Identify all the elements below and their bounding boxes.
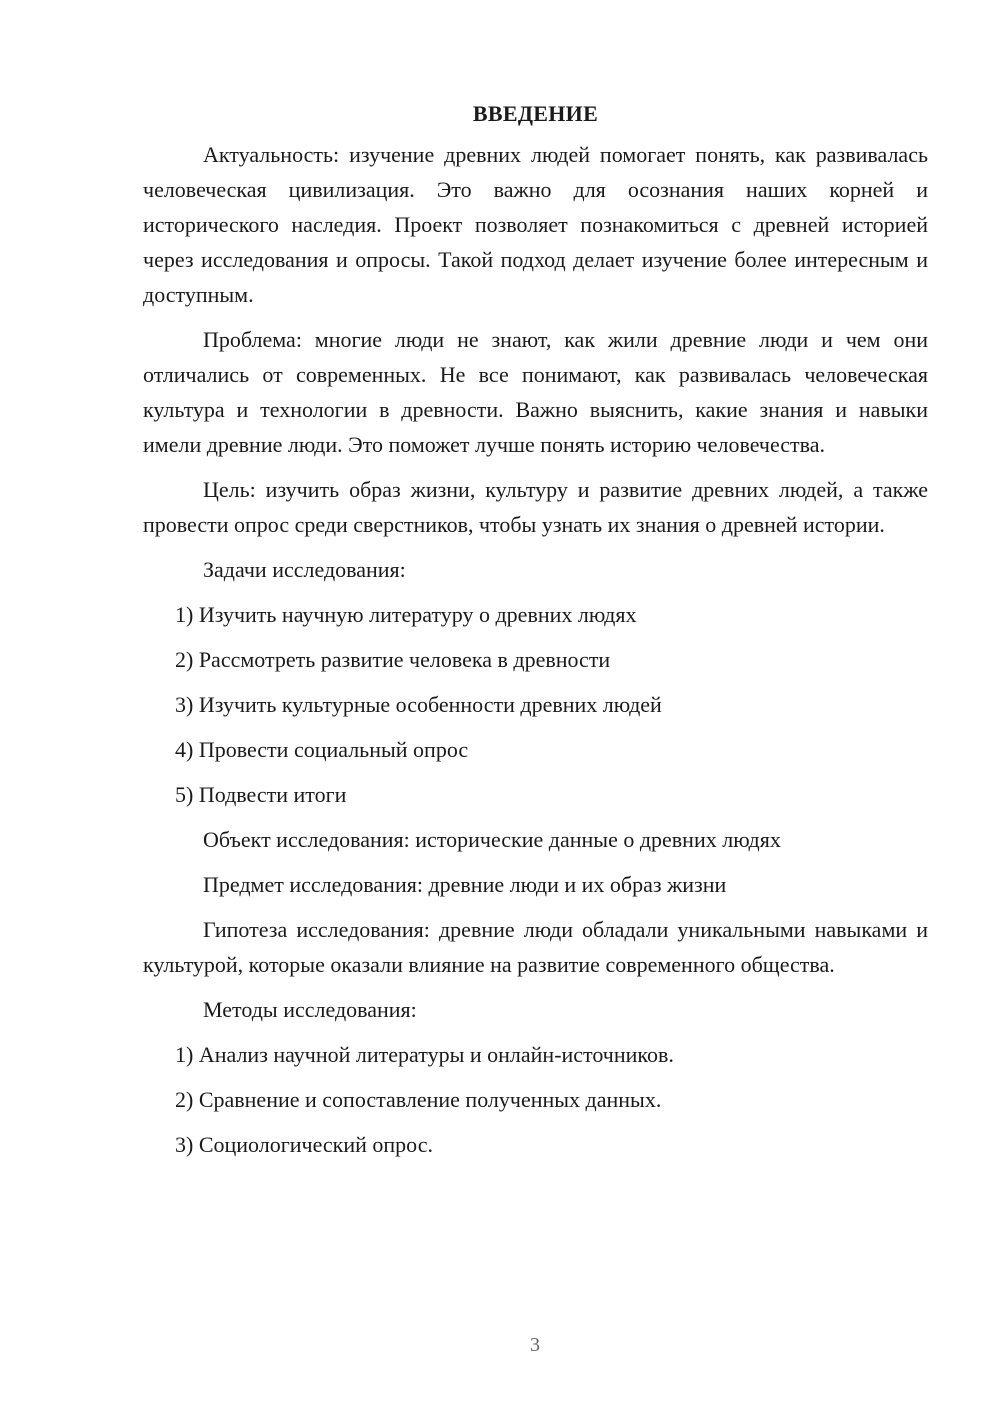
research-subject: Предмет исследования: древние люди и их образ жизни (203, 872, 727, 897)
methods-list (143, 1037, 928, 1162)
relevance-paragraph: Актуальность: изучение древних людей помогает понять, как развивалась человеческая цивилизация. Это важно для осознания наших корней и исторического наследия. Проект позволяет познакомиться с древней историей через исследования и опросы. Такой подход делает изучение более интересным и доступным. (143, 142, 928, 307)
hypothesis-paragraph: Гипотеза исследования: древние люди обладали уникальными навыками и культурой, которые оказали влияние на развитие современного общества. (143, 917, 928, 977)
tasks-heading: Задачи исследования: (203, 557, 406, 582)
task-item: 1) Изучить научную литературу о древних людях (175, 602, 637, 627)
goal-paragraph: Цель: изучить образ жизни, культуру и развитие древних людей, а также провести опрос среди сверстников, чтобы узнать их знания о древней истории. (143, 477, 928, 537)
section-title: ВВЕДЕНИЕ (472, 101, 599, 126)
task-item: 5) Подвести итоги (175, 782, 347, 807)
method-item: 3) Социологический опрос. (175, 1132, 433, 1157)
task-item: 3) Изучить культурные особенности древних людей (175, 692, 662, 717)
task-item: 2) Рассмотреть развитие человека в древности (175, 647, 611, 672)
document-body (143, 96, 928, 1172)
method-item: 2) Сравнение и сопоставление полученных данных. (175, 1087, 662, 1112)
research-object: Объект исследования: исторические данные о древних людях (203, 827, 781, 852)
tasks-list (143, 597, 928, 812)
problem-paragraph: Проблема: многие люди не знают, как жили древние люди и чем они отличались от современных. Не все понимают, как развивалась человеческая культура и технологии в древности. Важно выяснить, какие знания и навыки имели древние люди. Это поможет лучше понять историю человечества. (143, 327, 928, 457)
method-item: 1) Анализ научной литературы и онлайн-источников. (175, 1042, 674, 1067)
task-item: 4) Провести социальный опрос (175, 737, 469, 762)
methods-heading: Методы исследования: (203, 997, 417, 1022)
page-number: 3 (530, 1334, 540, 1356)
